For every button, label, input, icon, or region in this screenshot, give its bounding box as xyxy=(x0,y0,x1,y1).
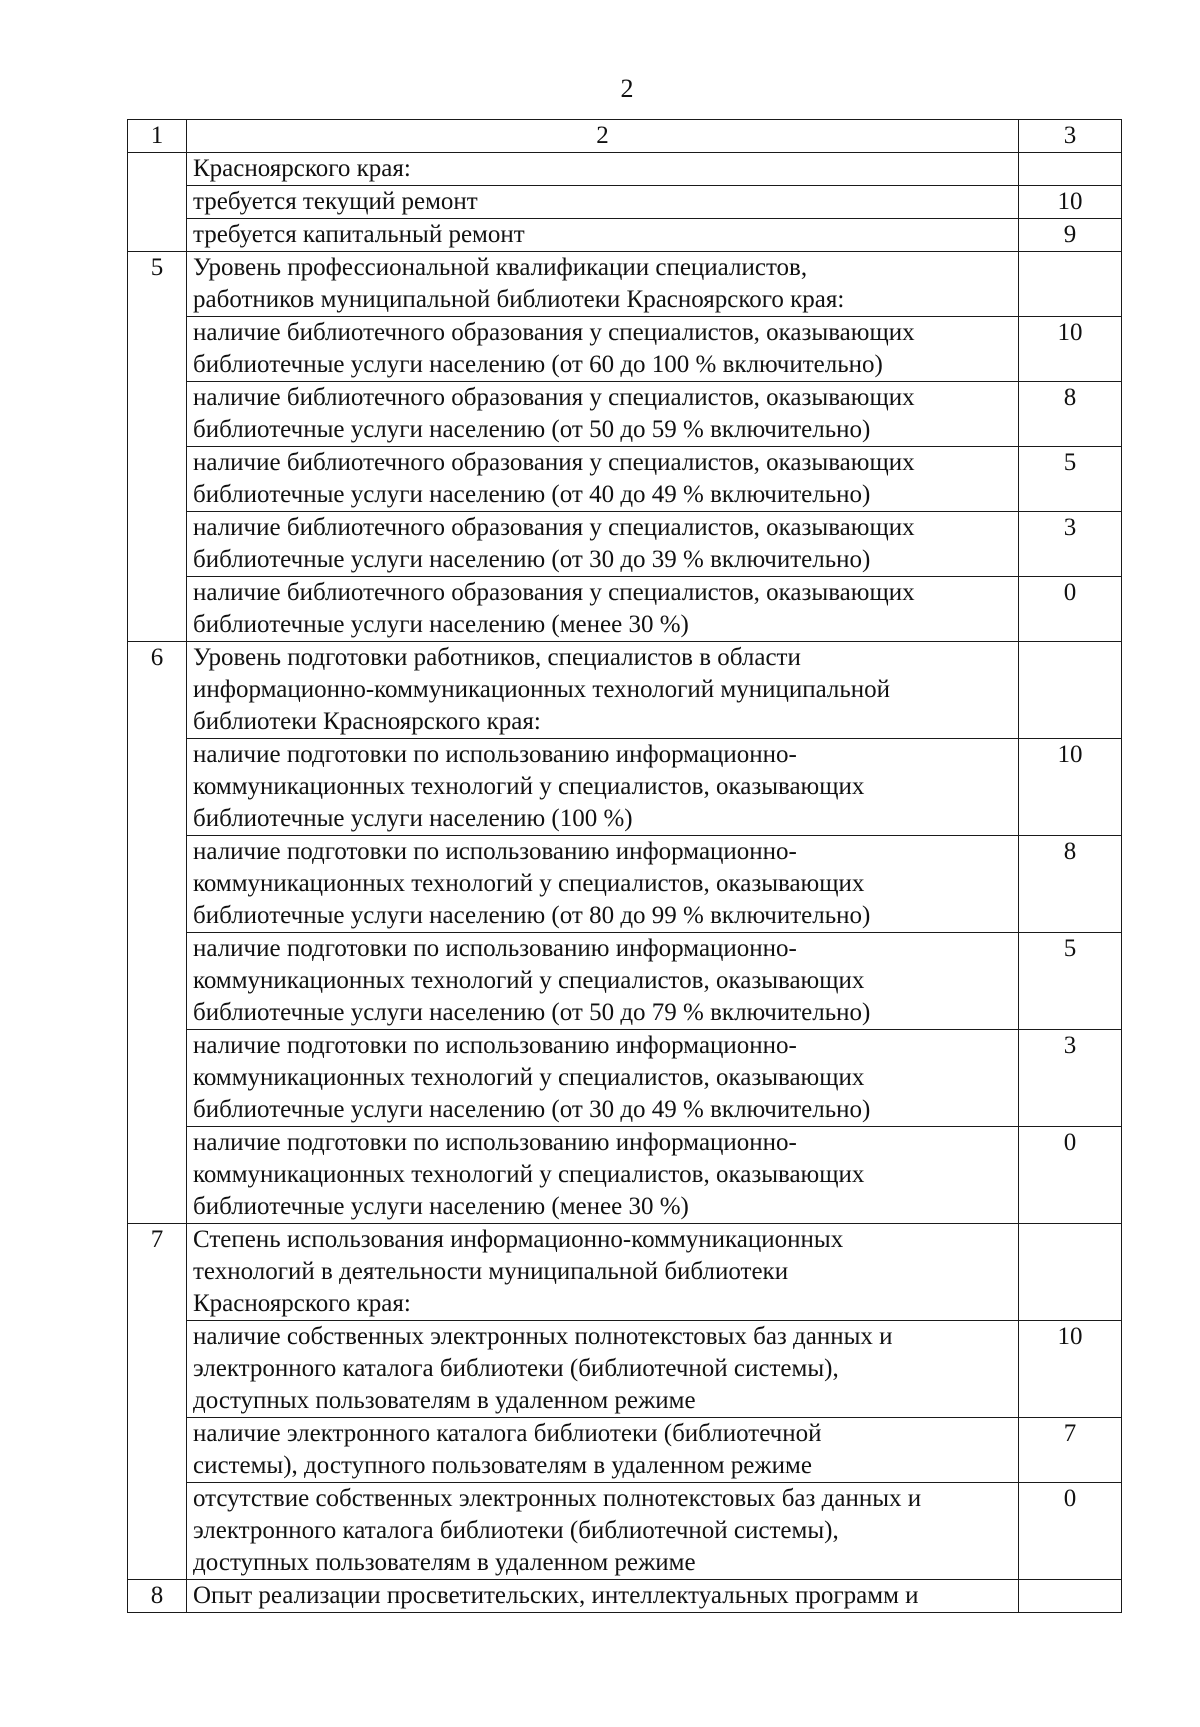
score-value xyxy=(1019,1580,1122,1613)
criterion-text-line: наличие собственных электронных полнотекстовых баз данных и xyxy=(193,1323,893,1350)
score-value xyxy=(1019,1224,1122,1321)
page-number: 2 xyxy=(620,74,634,103)
criterion-text-line: Уровень профессиональной квалификации специалистов, xyxy=(193,254,808,281)
criterion-text-line: библиотечные услуги населению (от 50 до 79 % включительно) xyxy=(193,999,871,1026)
criterion-text-line: Степень использования информационно-коммуникационных xyxy=(193,1226,844,1253)
table-row xyxy=(128,186,1122,219)
criterion-text xyxy=(187,512,1019,577)
score-value xyxy=(1019,252,1122,317)
score-value: 10 xyxy=(1019,1321,1122,1418)
criterion-text-line: Красноярского края: xyxy=(193,155,411,182)
criterion-text-line: библиотечные услуги населению (от 30 до 39 % включительно) xyxy=(193,546,871,573)
criterion-text-line: доступных пользователям в удаленном режиме xyxy=(193,1549,696,1576)
table-row xyxy=(128,1224,1122,1321)
score-value: 3 xyxy=(1019,1030,1122,1127)
score-value: 10 xyxy=(1019,317,1122,382)
score-value: 8 xyxy=(1019,382,1122,447)
table-row xyxy=(128,933,1122,1030)
table-row xyxy=(128,1321,1122,1418)
criterion-text xyxy=(187,1483,1019,1580)
table-row xyxy=(128,577,1122,642)
criterion-text-line: коммуникационных технологий у специалистов, оказывающих xyxy=(193,1161,865,1188)
criterion-text-line: наличие подготовки по использованию информационно- xyxy=(193,1032,797,1059)
criterion-text-line: системы), доступного пользователям в удаленном режиме xyxy=(193,1452,812,1479)
table-row xyxy=(128,1127,1122,1224)
criterion-text xyxy=(187,186,1019,219)
criterion-text-line: библиотеки Красноярского края: xyxy=(193,708,541,735)
column-3-header: 3 xyxy=(1019,120,1122,153)
criterion-text-line: требуется капитальный ремонт xyxy=(193,221,525,248)
criterion-text xyxy=(187,1321,1019,1418)
criterion-text-line: работников муниципальной библиотеки Красноярского края: xyxy=(193,286,845,313)
criterion-text-line: коммуникационных технологий у специалистов, оказывающих xyxy=(193,773,865,800)
criterion-text-line: наличие подготовки по использованию информационно- xyxy=(193,838,797,865)
criterion-text xyxy=(187,739,1019,836)
criteria-table xyxy=(127,119,1122,1613)
criterion-text xyxy=(187,577,1019,642)
criterion-text-line: электронного каталога библиотеки (библиотечной системы), xyxy=(193,1355,839,1382)
score-value: 0 xyxy=(1019,577,1122,642)
score-value: 10 xyxy=(1019,739,1122,836)
criterion-text-line: наличие подготовки по использованию информационно- xyxy=(193,935,797,962)
criterion-text xyxy=(187,382,1019,447)
criterion-text xyxy=(187,219,1019,252)
criterion-number: 7 xyxy=(128,1224,187,1580)
criterion-text-line: библиотечные услуги населению (от 80 до 99 % включительно) xyxy=(193,902,871,929)
criterion-text xyxy=(187,447,1019,512)
table-row xyxy=(128,836,1122,933)
criterion-text-line: информационно-коммуникационных технологий муниципальной xyxy=(193,676,891,703)
score-value xyxy=(1019,642,1122,739)
criteria-table-body xyxy=(128,120,1122,1613)
criterion-text xyxy=(187,1030,1019,1127)
criterion-text xyxy=(187,1127,1019,1224)
criterion-text-line: коммуникационных технологий у специалистов, оказывающих xyxy=(193,870,865,897)
criterion-text-line: коммуникационных технологий у специалистов, оказывающих xyxy=(193,967,865,994)
column-1-header: 1 xyxy=(128,120,187,153)
criterion-number: 5 xyxy=(128,252,187,642)
score-value: 7 xyxy=(1019,1418,1122,1483)
table-row xyxy=(128,1418,1122,1483)
criterion-text xyxy=(187,933,1019,1030)
criterion-number: 8 xyxy=(128,1580,187,1613)
table-row xyxy=(128,153,1122,186)
criterion-text-line: отсутствие собственных электронных полнотекстовых баз данных и xyxy=(193,1485,922,1512)
table-row xyxy=(128,252,1122,317)
score-value: 8 xyxy=(1019,836,1122,933)
criterion-text xyxy=(187,317,1019,382)
score-value: 0 xyxy=(1019,1483,1122,1580)
criterion-text xyxy=(187,1418,1019,1483)
table-header-row xyxy=(128,120,1122,153)
column-2-header: 2 xyxy=(187,120,1019,153)
criterion-text-line: библиотечные услуги населению (от 60 до 100 % включительно) xyxy=(193,351,883,378)
criterion-text-line: доступных пользователям в удаленном режиме xyxy=(193,1387,696,1414)
criterion-text-line: коммуникационных технологий у специалистов, оказывающих xyxy=(193,1064,865,1091)
criterion-text-line: библиотечные услуги населению (от 30 до 49 % включительно) xyxy=(193,1096,871,1123)
criterion-text-line: требуется текущий ремонт xyxy=(193,188,478,215)
criterion-text-line: технологий в деятельности муниципальной библиотеки xyxy=(193,1258,789,1285)
criterion-text-line: библиотечные услуги населению (менее 30 %) xyxy=(193,611,689,638)
criterion-number xyxy=(128,153,187,252)
table-row xyxy=(128,447,1122,512)
criterion-text-line: наличие библиотечного образования у специалистов, оказывающих xyxy=(193,579,915,606)
score-value: 0 xyxy=(1019,1127,1122,1224)
criterion-text-line: библиотечные услуги населению (менее 30 %) xyxy=(193,1193,689,1220)
table-row xyxy=(128,512,1122,577)
table-row xyxy=(128,1483,1122,1580)
table-row xyxy=(128,219,1122,252)
table-row xyxy=(128,382,1122,447)
criterion-text xyxy=(187,1580,1019,1613)
criterion-text-line: наличие библиотечного образования у специалистов, оказывающих xyxy=(193,449,915,476)
criterion-text xyxy=(187,642,1019,739)
criterion-text-line: библиотечные услуги населению (от 50 до 59 % включительно) xyxy=(193,416,871,443)
criterion-text-line: наличие библиотечного образования у специалистов, оказывающих xyxy=(193,384,915,411)
criterion-text xyxy=(187,836,1019,933)
criterion-text-line: библиотечные услуги населению (от 40 до 49 % включительно) xyxy=(193,481,871,508)
criterion-text xyxy=(187,1224,1019,1321)
criterion-text-line: наличие подготовки по использованию информационно- xyxy=(193,741,797,768)
criterion-text-line: библиотечные услуги населению (100 %) xyxy=(193,805,633,832)
criterion-text-line: наличие библиотечного образования у специалистов, оказывающих xyxy=(193,514,915,541)
score-value: 3 xyxy=(1019,512,1122,577)
score-value: 10 xyxy=(1019,186,1122,219)
table-row xyxy=(128,317,1122,382)
score-value: 5 xyxy=(1019,447,1122,512)
criterion-text-line: электронного каталога библиотеки (библиотечной системы), xyxy=(193,1517,839,1544)
score-value xyxy=(1019,153,1122,186)
table-row xyxy=(128,739,1122,836)
score-value: 5 xyxy=(1019,933,1122,1030)
criterion-text xyxy=(187,153,1019,186)
criterion-text-line: наличие электронного каталога библиотеки (библиотечной xyxy=(193,1420,822,1447)
criterion-number: 6 xyxy=(128,642,187,1224)
criterion-text-line: наличие подготовки по использованию информационно- xyxy=(193,1129,797,1156)
table-row xyxy=(128,1580,1122,1613)
criterion-text-line: Уровень подготовки работников, специалистов в области xyxy=(193,644,801,671)
table-row xyxy=(128,1030,1122,1127)
criterion-text-line: Красноярского края: xyxy=(193,1290,411,1317)
table-row xyxy=(128,642,1122,739)
criterion-text-line: Опыт реализации просветительских, интеллектуальных программ и xyxy=(193,1582,919,1609)
score-value: 9 xyxy=(1019,219,1122,252)
criterion-text xyxy=(187,252,1019,317)
criterion-text-line: наличие библиотечного образования у специалистов, оказывающих xyxy=(193,319,915,346)
